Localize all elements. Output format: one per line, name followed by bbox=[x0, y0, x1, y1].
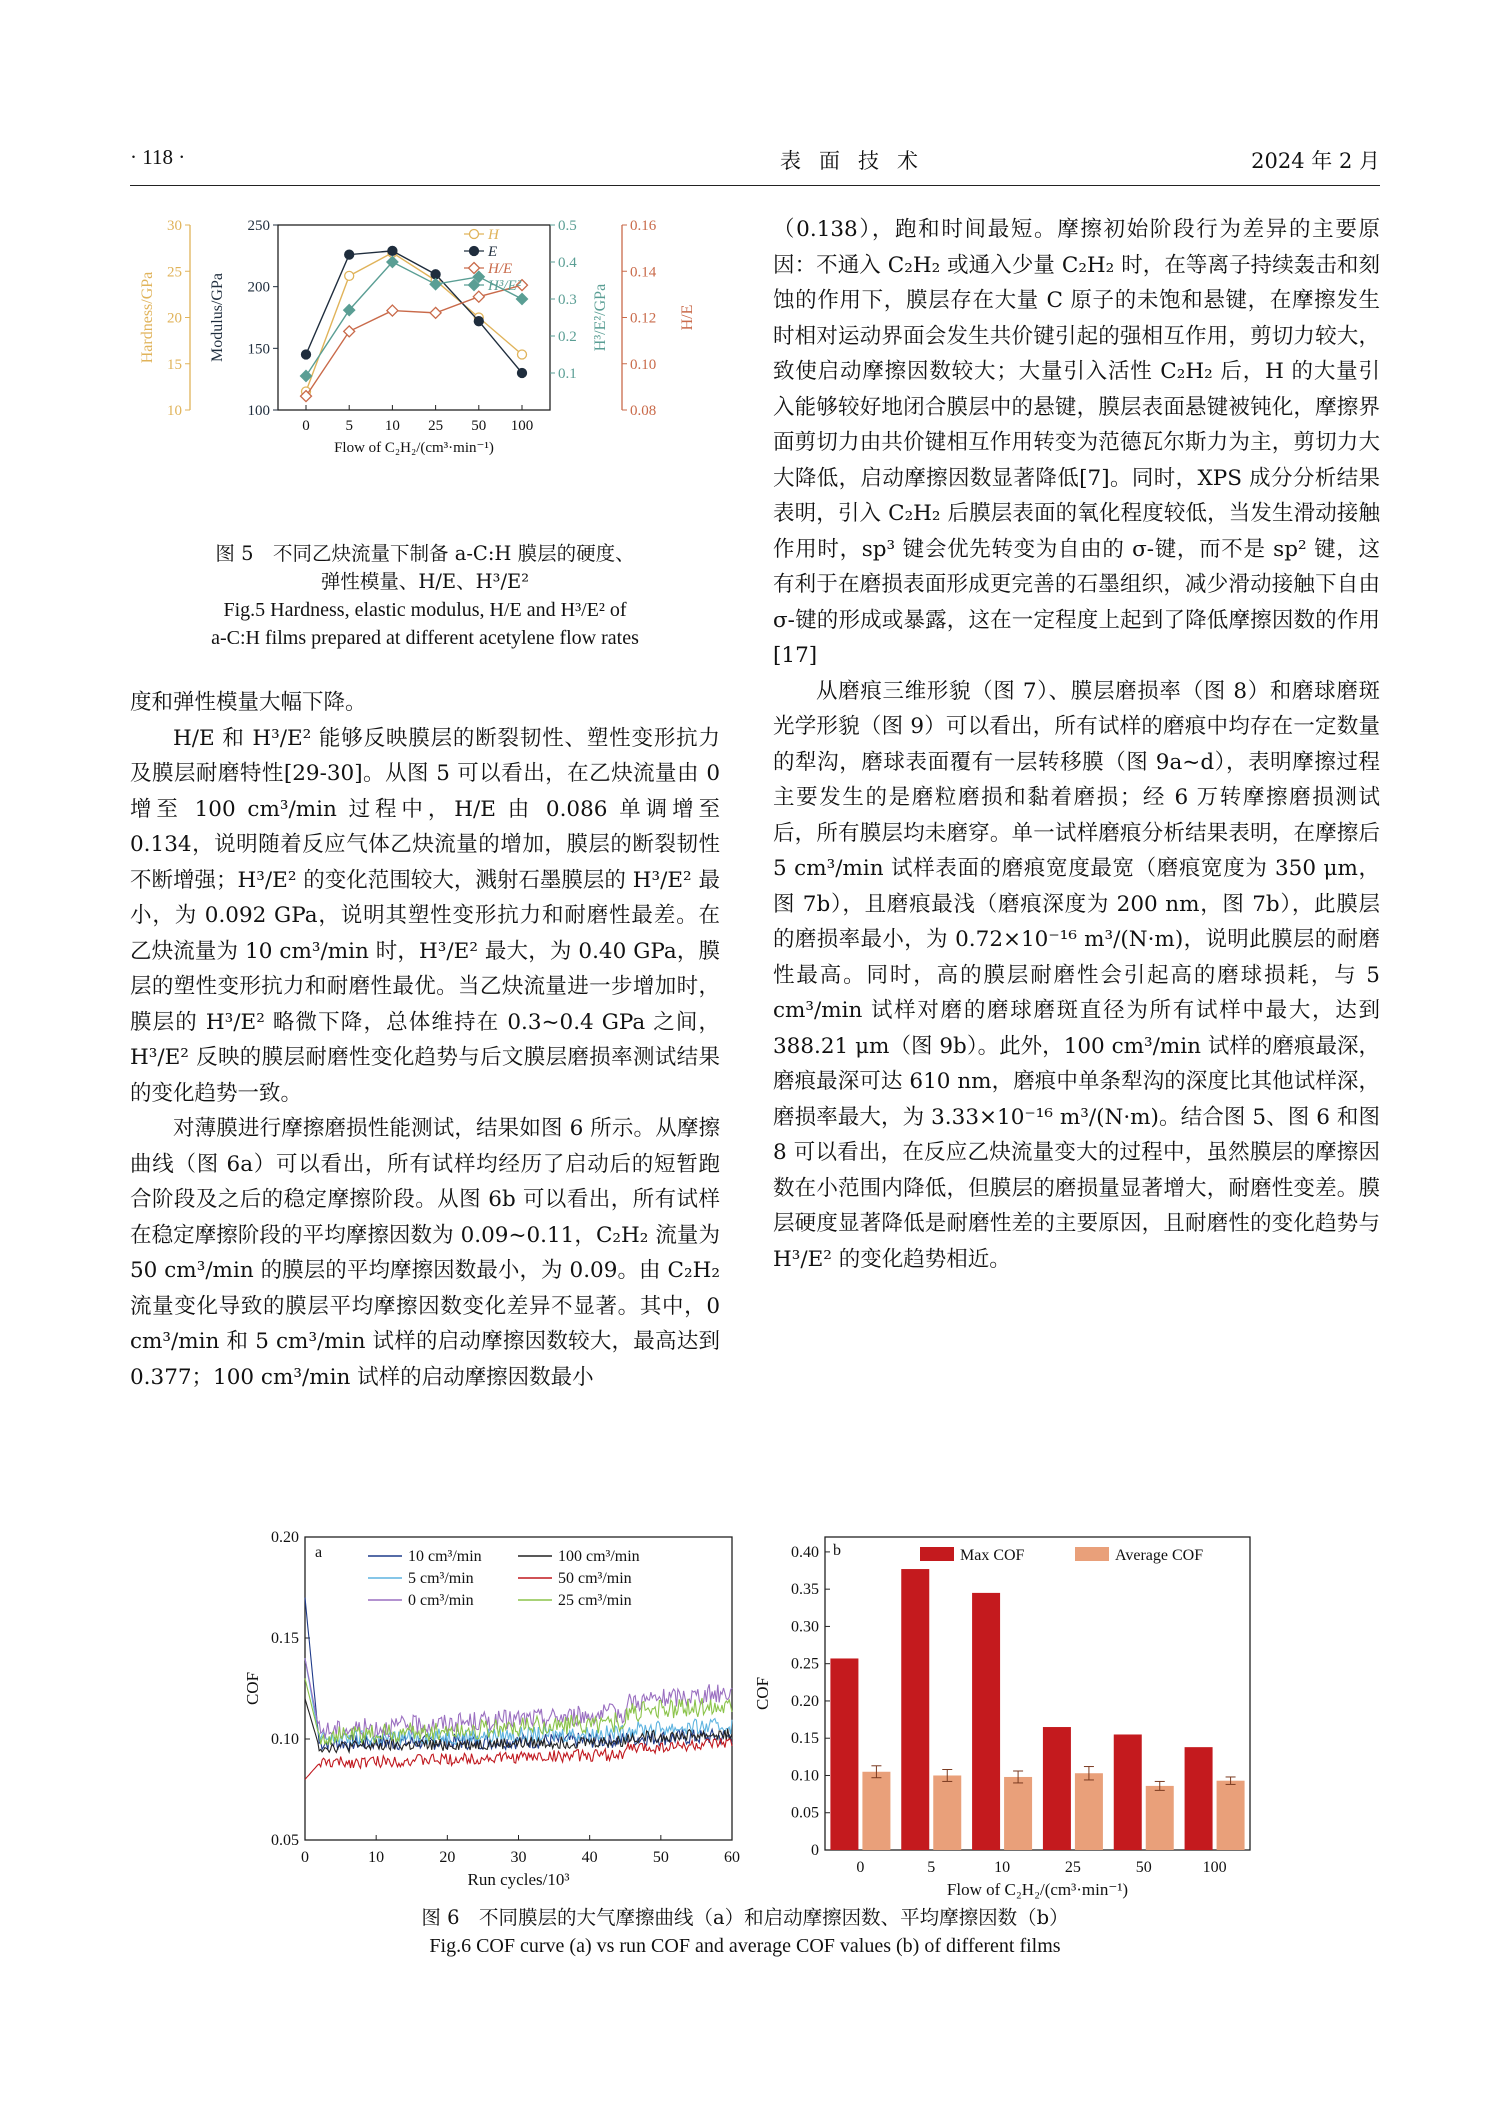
paragraph: （0.138），跑和时间最短。摩擦初始阶段行为差异的主要原因：不通入 C₂H₂ 或通入少量 C₂H₂ 时，在等离子持续轰击和刻蚀的作用下，膜层存在大量 C 原子的未饱和悬键，在摩擦发生时相对运动界面会发生共价键引起的强相互作用，剪切力较大，致使启动摩擦因数较大；大量引入活性 C₂H₂ 后，H 的大量引入能够较好地闭合膜层中的悬键，膜层表面悬键被钝化，摩擦界面剪切力由共价键相互作用转变为范德瓦尔斯力为主，剪切力大大降低，启动摩擦因数显著降低[7]。同时，XPS 成分分析结果表明，引入 C₂H₂ 后膜层表面的氧化程度较低，当发生滑动接触作用时，sp³ 键会优先转变为自由的 σ-键，而不是 sp² 键，这有利于在磨损表面形成更完善的石墨组织，减少滑动接触下自由 σ-键的形成或暴露，这在一定程度上起到了降低摩擦因数的作用[17] bbox=[773, 217, 1380, 668]
modulus-tick-label: 100 bbox=[247, 403, 270, 419]
legend-label: 0 cm³/min bbox=[408, 1592, 474, 1609]
legend-label: Average COF bbox=[1115, 1547, 1204, 1564]
h3e2-tick-label: 0.1 bbox=[558, 366, 577, 382]
hardness-tick-label: 10 bbox=[167, 403, 182, 419]
x-tick-label: 5 bbox=[345, 418, 353, 434]
right-column bbox=[773, 212, 1380, 1277]
hardness-tick-label: 25 bbox=[167, 264, 182, 281]
plot-frame bbox=[278, 225, 550, 410]
y-tick-label: 0 bbox=[811, 1842, 819, 1859]
figure-5-caption-en-1: Fig.5 Hardness, elastic modulus, H/E and H³/E² of bbox=[223, 599, 627, 621]
x-tick-label: 40 bbox=[581, 1849, 598, 1866]
legend-label: H bbox=[488, 227, 499, 243]
x-tick-label: 50 bbox=[471, 418, 487, 434]
bar bbox=[1185, 1747, 1213, 1850]
legend-label: 50 cm³/min bbox=[558, 1570, 632, 1587]
data-point bbox=[518, 369, 527, 378]
data-point bbox=[518, 350, 527, 359]
series-line bbox=[305, 1598, 732, 1750]
x-tick-label: 100 bbox=[510, 418, 534, 434]
header-rule bbox=[130, 185, 1380, 186]
x-tick-label: 0 bbox=[301, 1849, 309, 1866]
data-point bbox=[344, 326, 355, 337]
data-point bbox=[473, 291, 484, 302]
legend-label: 100 cm³/min bbox=[558, 1548, 640, 1565]
x-tick-label: 5 bbox=[927, 1859, 936, 1876]
y-tick-label: 0.40 bbox=[791, 1543, 819, 1561]
figure-6-caption-en: Fig.6 COF curve (a) vs run COF and average COF values (b) of different films bbox=[429, 1935, 1061, 1957]
panel-label: b bbox=[833, 1542, 841, 1559]
legend-label: Max COF bbox=[960, 1547, 1025, 1564]
series-line bbox=[306, 285, 522, 396]
x-tick-label: 20 bbox=[439, 1849, 456, 1866]
x-tick-label: 50 bbox=[1135, 1859, 1152, 1876]
modulus-tick-label: 250 bbox=[247, 218, 270, 234]
legend-label: E bbox=[488, 244, 498, 260]
h3e2-axis-label: H³/E²/GPa bbox=[592, 283, 609, 352]
he-tick-label: 0.16 bbox=[630, 218, 657, 234]
bar bbox=[972, 1593, 1000, 1850]
x-tick-label: 0 bbox=[302, 418, 310, 434]
left-column bbox=[130, 685, 720, 1395]
figure-6b-chart bbox=[750, 1525, 1270, 1900]
series-line bbox=[305, 1699, 732, 1753]
bar bbox=[1114, 1734, 1142, 1850]
x-tick-label: 30 bbox=[510, 1849, 527, 1866]
series-he bbox=[301, 280, 528, 402]
figure-5-caption-cn-2: 弹性模量、H/E、H³/E² bbox=[320, 570, 530, 593]
hardness-axis-label: Hardness/GPa bbox=[139, 271, 156, 364]
h3e2-tick-label: 0.2 bbox=[558, 329, 577, 345]
figure-5-chart bbox=[130, 205, 720, 535]
x-tick-label: 25 bbox=[1064, 1859, 1081, 1876]
y-tick-label: 0.15 bbox=[271, 1630, 299, 1647]
y-axis-label: COF bbox=[243, 1671, 262, 1706]
modulus-axis-label: Modulus/GPa bbox=[209, 273, 226, 362]
legend-label: 25 cm³/min bbox=[558, 1592, 632, 1609]
y-tick-label: 0.05 bbox=[791, 1804, 819, 1822]
x-axis-label: Flow of C₂H₂/(cm³·min⁻¹) bbox=[946, 1880, 1129, 1899]
y-tick-label: 0.05 bbox=[271, 1832, 299, 1849]
paragraph: 对薄膜进行摩擦磨损性能测试，结果如图 6 所示。从摩擦曲线（图 6a）可以看出，所有试样均经历了启动后的短暂跑合阶段及之后的稳定摩擦阶段。从图 6b 可以看出，所有试样在稳定摩擦阶段的平均摩擦因数为 0.09~0.11，C₂H₂ 流量为 50 cm³/min 的膜层的平均摩擦因数最小，为 0.09。由 C₂H₂ 流量变化导致的膜层平均摩擦因数变化差异不显著。其中，0 cm³/min 和 5 cm³/min 试样的启动摩擦因数较大，最高达到 0.377；100 cm³/min 试样的启动摩擦因数最小 bbox=[130, 1116, 720, 1390]
paragraph: H/E 和 H³/E² 能够反映膜层的断裂韧性、塑性变形抗力及膜层耐磨特性[29-30]。从图 5 可以看出，在乙炔流量由 0 增至 100 cm³/min 过程中，H/E 由 0.086 单调增至 0.134，说明随着反应气体乙炔流量的增加，膜层的断裂韧性不断增强；H³/E² 的变化范围较大，溅射石墨膜层的 H³/E² 最小，为 0.092 GPa，说明其塑性变形抗力和耐磨性最差。在乙炔流量为 10 cm³/min 时，H³/E² 最大，为 0.40 GPa，膜层的塑性变形抗力和耐磨性最优。当乙炔流量进一步增加时，膜层的 H³/E² 略微下降，总体维持在 0.3~0.4 GPa 之间，H³/E² 反映的膜层耐磨性变化趋势与后文膜层磨损率测试结果的变化趋势一致。 bbox=[130, 725, 720, 1106]
legend-label: 5 cm³/min bbox=[408, 1570, 474, 1587]
data-point bbox=[345, 250, 354, 259]
y-tick-label: 0.20 bbox=[791, 1692, 819, 1710]
page-number: · 118 · bbox=[130, 145, 186, 169]
paragraph: 度和弹性模量大幅下降。 bbox=[130, 690, 367, 715]
y-tick-label: 0.10 bbox=[271, 1731, 299, 1748]
hardness-tick-label: 30 bbox=[167, 218, 182, 234]
journal-name: 表面技术 bbox=[780, 149, 936, 173]
y-tick-label: 0.25 bbox=[791, 1655, 819, 1673]
figure-6-caption-cn: 图 6 不同膜层的大气摩擦曲线（a）和启动摩擦因数、平均摩擦因数（b） bbox=[421, 1906, 1069, 1929]
figure-5-caption bbox=[130, 540, 720, 652]
bar bbox=[1075, 1773, 1103, 1850]
modulus-tick-label: 150 bbox=[247, 341, 270, 358]
x-tick-label: 0 bbox=[856, 1859, 865, 1876]
bar bbox=[901, 1569, 929, 1850]
he-tick-label: 0.14 bbox=[630, 264, 657, 281]
y-tick-label: 0.30 bbox=[791, 1618, 819, 1636]
paragraph: 从磨痕三维形貌（图 7）、膜层磨损率（图 8）和磨球磨斑光学形貌（图 9）可以看出，所有试样的磨痕中均存在一定数量的犁沟，磨球表面覆有一层转移膜（图 9a~d），表明摩擦过程主要发生的是磨粒磨损和黏着磨损；经 6 万转摩擦磨损测试后，所有膜层均未磨穿。单一试样磨痕分析结果表明，在摩擦后 5 cm³/min 试样表面的磨痕宽度最宽（磨痕宽度为 350 μm，图 7b），且磨痕最浅（磨痕深度为 200 nm，图 7b），此膜层的磨损率最小，为 0.72×10⁻¹⁶ m³/(N·m)，说明此膜层的耐磨性最高。同时，高的膜层耐磨性会引起高的磨球损耗，与 5 cm³/min 试样对磨的磨球磨斑直径为所有试样中最大，达到 388.21 μm（图 9b）。此外，100 cm³/min 试样的磨痕最深，磨痕最深可达 610 nm，磨痕中单条犁沟的深度比其他试样深，磨损率最大，为 3.33×10⁻¹⁶ m³/(N·m)。结合图 5、图 6 和图 8 可以看出，在反应乙炔流量变大的过程中，虽然膜层的摩擦因数在小范围内降低，但膜层的磨损量显著增大，耐磨性变差。膜层硬度显著降低是耐磨性差的主要原因，且耐磨性的变化趋势与 H³/E² 的变化趋势相近。 bbox=[773, 678, 1380, 1272]
data-point bbox=[302, 350, 311, 359]
legend-label: H³/E² bbox=[488, 278, 522, 294]
x-tick-label: 25 bbox=[428, 418, 444, 434]
legend-swatch bbox=[920, 1547, 954, 1561]
x-tick-label: 10 bbox=[368, 1849, 385, 1866]
data-point bbox=[470, 247, 479, 256]
figure-6-caption bbox=[220, 1904, 1270, 1960]
he-tick-label: 0.12 bbox=[630, 310, 657, 327]
running-header bbox=[130, 145, 1380, 185]
he-axis-label: H/E bbox=[679, 304, 696, 331]
he-tick-label: 0.08 bbox=[630, 403, 657, 419]
x-axis-label: Flow of C₂H₂/(cm³·min⁻¹) bbox=[334, 440, 494, 456]
data-point bbox=[387, 305, 398, 316]
figure-5-caption-en-2: a-C:H films prepared at different acetylene flow rates bbox=[211, 627, 639, 649]
bar bbox=[862, 1772, 890, 1850]
x-axis-label: Run cycles/10³ bbox=[467, 1870, 570, 1889]
panel-label: a bbox=[315, 1544, 323, 1561]
he-tick-label: 0.10 bbox=[630, 356, 657, 373]
figure-6a-chart bbox=[220, 1525, 750, 1900]
figure-5-caption-cn-1: 图 5 不同乙炔流量下制备 a-C:H 膜层的硬度、 bbox=[215, 542, 635, 565]
bar bbox=[1146, 1786, 1174, 1850]
bar bbox=[1004, 1777, 1032, 1850]
h3e2-tick-label: 0.5 bbox=[558, 218, 577, 234]
issue-date: 2024 年 2 月 bbox=[1251, 149, 1380, 173]
bar bbox=[1043, 1727, 1071, 1850]
data-point bbox=[345, 271, 354, 280]
x-tick-label: 10 bbox=[384, 418, 400, 434]
series-line bbox=[305, 1658, 732, 1738]
legend-label: H/E bbox=[488, 261, 513, 277]
x-tick-label: 100 bbox=[1202, 1859, 1227, 1876]
series-line bbox=[305, 1738, 732, 1779]
bar bbox=[830, 1658, 858, 1850]
y-tick-label: 0.10 bbox=[791, 1767, 819, 1785]
data-point bbox=[430, 307, 441, 318]
bar bbox=[1217, 1781, 1245, 1850]
legend-label: 10 cm³/min bbox=[408, 1548, 482, 1565]
h3e2-tick-label: 0.3 bbox=[558, 292, 577, 308]
bar bbox=[933, 1775, 961, 1850]
data-point bbox=[517, 294, 528, 305]
y-axis-label: COF bbox=[753, 1676, 772, 1711]
x-tick-label: 10 bbox=[994, 1859, 1011, 1876]
x-tick-label: 50 bbox=[652, 1849, 669, 1866]
hardness-tick-label: 15 bbox=[167, 356, 182, 373]
y-tick-label: 0.35 bbox=[791, 1581, 819, 1599]
h3e2-tick-label: 0.4 bbox=[558, 255, 577, 271]
modulus-tick-label: 200 bbox=[247, 279, 270, 296]
y-tick-label: 0.15 bbox=[791, 1730, 819, 1748]
x-tick-label: 60 bbox=[724, 1849, 740, 1866]
data-point bbox=[470, 230, 479, 239]
plot-frame bbox=[305, 1537, 732, 1840]
data-point bbox=[431, 270, 440, 279]
legend-swatch bbox=[1075, 1547, 1109, 1561]
y-tick-label: 0.20 bbox=[271, 1529, 299, 1546]
hardness-tick-label: 20 bbox=[167, 310, 182, 327]
data-point bbox=[474, 317, 483, 326]
data-point bbox=[388, 246, 397, 255]
